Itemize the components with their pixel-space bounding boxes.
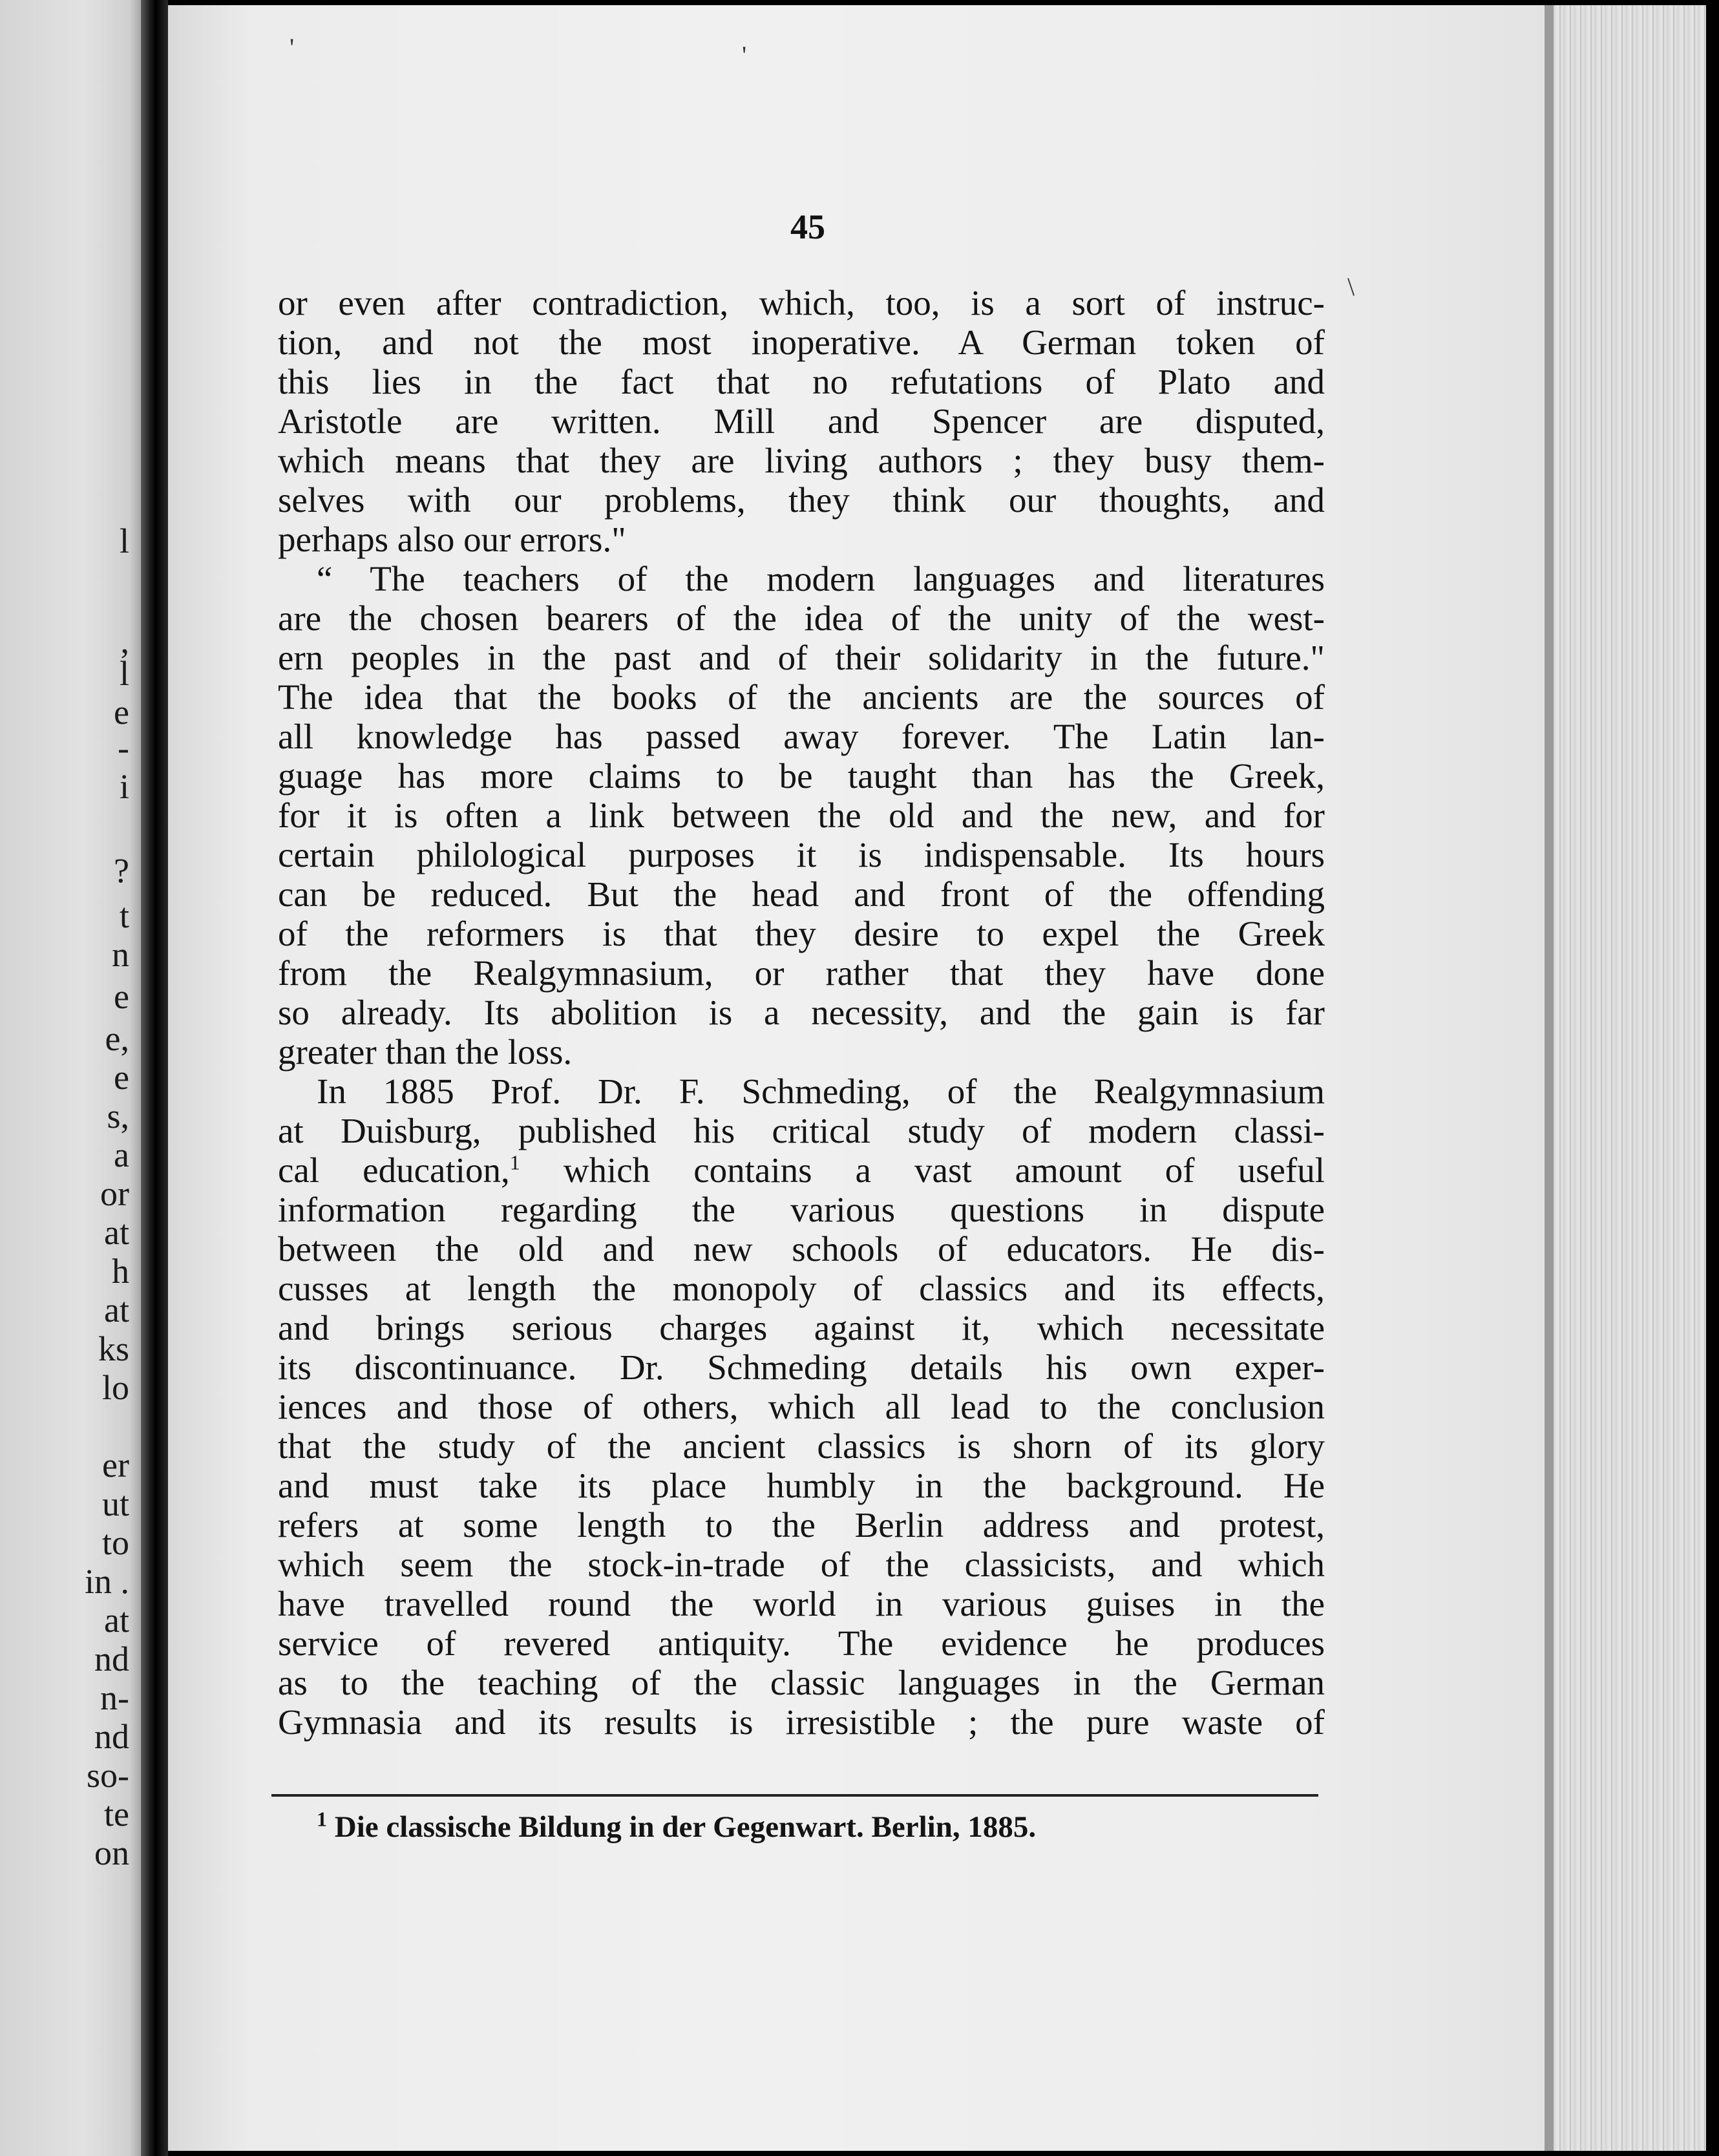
text-line: between the old and new schools of educators. He dis-	[278, 1229, 1325, 1269]
text-line: cusses at length the monopoly of classics and its effects,	[278, 1269, 1325, 1308]
left-page-text-fragment: ut	[101, 1485, 129, 1523]
text-line: and brings serious charges against it, which necessitate	[278, 1308, 1325, 1348]
left-page-text-fragment: e,	[105, 1019, 129, 1058]
text-line: this lies in the fact that no refutations of Plato and	[278, 362, 1325, 401]
left-page-text-fragment: l	[119, 522, 129, 560]
text-line: that the study of the ancient classics is shorn of its glory	[278, 1426, 1325, 1466]
left-page-text-fragment: s,	[107, 1097, 129, 1136]
left-page-text-fragment: i	[119, 767, 129, 806]
left-page-text-fragment: t	[119, 896, 129, 935]
left-page-text-fragment: or	[100, 1174, 129, 1213]
text-line: from the Realgymnasium, or rather that they have done	[278, 953, 1325, 993]
book-gutter	[141, 0, 168, 2156]
text-line: information regarding the various questions in dispute	[278, 1190, 1325, 1229]
text-line: for it is often a link between the old and the new, and for	[278, 796, 1325, 835]
text-line: guage has more claims to be taught than has the Greek,	[278, 756, 1325, 796]
left-page-text-fragment: er	[102, 1446, 129, 1485]
left-page-text-fragment: n	[112, 935, 129, 974]
left-page-text-fragment: l	[119, 654, 129, 693]
text-line: can be reduced. But the head and front of the offending	[278, 874, 1325, 914]
footnote	[317, 1807, 1325, 1844]
text-line: have travelled round the world in various guises in the	[278, 1584, 1325, 1623]
left-page-text-fragment: h	[112, 1252, 129, 1291]
text-line: selves with our problems, they think our thoughts, and	[278, 480, 1325, 520]
left-page-text-fragment: in .	[84, 1562, 129, 1601]
left-page-text-fragment: -	[118, 728, 129, 767]
text-line: or even after contradiction, which, too, is a sort of instruc-	[278, 283, 1325, 322]
text-line: greater than the loss.	[278, 1032, 573, 1072]
left-page-text-fragment: ,	[120, 622, 129, 661]
text-line: of the reformers is that they desire to expel the Greek	[278, 914, 1325, 953]
footnote-divider	[271, 1794, 1318, 1797]
left-page-text-fragment: e	[114, 693, 129, 732]
left-page-text-fragment: at	[104, 1601, 129, 1640]
text-line: Gymnasia and its results is irresistible ; the pure waste of	[278, 1702, 1325, 1742]
left-page-text-fragment: nd	[94, 1717, 129, 1756]
left-page-text-fragment: lo	[101, 1368, 129, 1407]
text-line: ern peoples in the past and of their solidarity in the future."	[278, 638, 1325, 677]
text-line: The idea that the books of the ancients are the sources of	[278, 677, 1325, 717]
text-line: its discontinuance. Dr. Schmeding details his own exper-	[278, 1348, 1325, 1387]
text-line: at Duisburg, published his critical study of modern classi-	[278, 1111, 1325, 1150]
text-line: which means that they are living authors ; they busy them-	[278, 441, 1325, 480]
text-line: so already. Its abolition is a necessity, and the gain is far	[278, 993, 1325, 1032]
left-facing-page	[0, 0, 141, 2156]
left-page-text-fragment: n-	[100, 1678, 129, 1717]
text-line: iences and those of others, which all lead to the conclusion	[278, 1387, 1325, 1426]
text-line: which seem the stock-in-trade of the classicists, and which	[278, 1545, 1325, 1584]
text-line: as to the teaching of the classic languages in the German	[278, 1663, 1325, 1702]
print-speck: '	[290, 33, 295, 62]
footnote-mark: 1	[317, 1807, 327, 1831]
text-line: perhaps also our errors."	[278, 520, 626, 559]
page-number: 45	[790, 207, 825, 246]
text-fragment: cal education,	[278, 1150, 510, 1190]
text-line: Aristotle are written. Mill and Spencer are disputed,	[278, 401, 1325, 441]
left-page-text-fragment: so-	[87, 1756, 129, 1795]
page-edges	[1545, 5, 1706, 2151]
text-fragment: which contains a vast amount of useful	[520, 1150, 1325, 1190]
text-line: service of revered antiquity. The evidence he produces	[278, 1623, 1325, 1663]
left-page-text-fragment: e	[114, 977, 129, 1016]
text-line: refers at some length to the Berlin address and protest,	[278, 1505, 1325, 1545]
left-page-text-fragment: at	[104, 1213, 129, 1252]
footnote-reference: 1	[509, 1150, 520, 1174]
text-line: are the chosen bearers of the idea of the unity of the west-	[278, 598, 1325, 638]
left-page-text-fragment: a	[114, 1136, 129, 1174]
left-page-text-fragment: on	[94, 1834, 129, 1872]
text-line: In 1885 Prof. Dr. F. Schmeding, of the Realgymnasium	[317, 1072, 1325, 1111]
text-line: “ The teachers of the modern languages and literatures	[317, 559, 1325, 598]
print-speck: \	[1347, 272, 1355, 301]
left-page-text-fragment: nd	[94, 1640, 129, 1678]
print-speck: '	[742, 41, 747, 70]
left-page-text-fragment: to	[101, 1523, 129, 1562]
left-page-text-fragment: te	[104, 1795, 129, 1834]
left-page-text-fragment: ?	[114, 851, 129, 890]
text-line: tion, and not the most inoperative. A German token of	[278, 322, 1325, 362]
page-edge-shadow	[1545, 5, 1554, 2151]
text-line: all knowledge has passed away forever. The Latin lan-	[278, 717, 1325, 756]
text-line-with-footnote	[278, 1150, 1325, 1190]
body-text	[278, 283, 1325, 1742]
left-page-text-fragment: ks	[98, 1329, 129, 1368]
left-page-text-fragment: e	[114, 1058, 129, 1097]
text-line: certain philological purposes it is indispensable. Its hours	[278, 835, 1325, 874]
footnote-text: Die classische Bildung in der Gegenwart. Berlin, 1885.	[327, 1810, 1037, 1844]
text-line: and must take its place humbly in the background. He	[278, 1466, 1325, 1505]
left-page-text-fragment: at	[104, 1291, 129, 1329]
